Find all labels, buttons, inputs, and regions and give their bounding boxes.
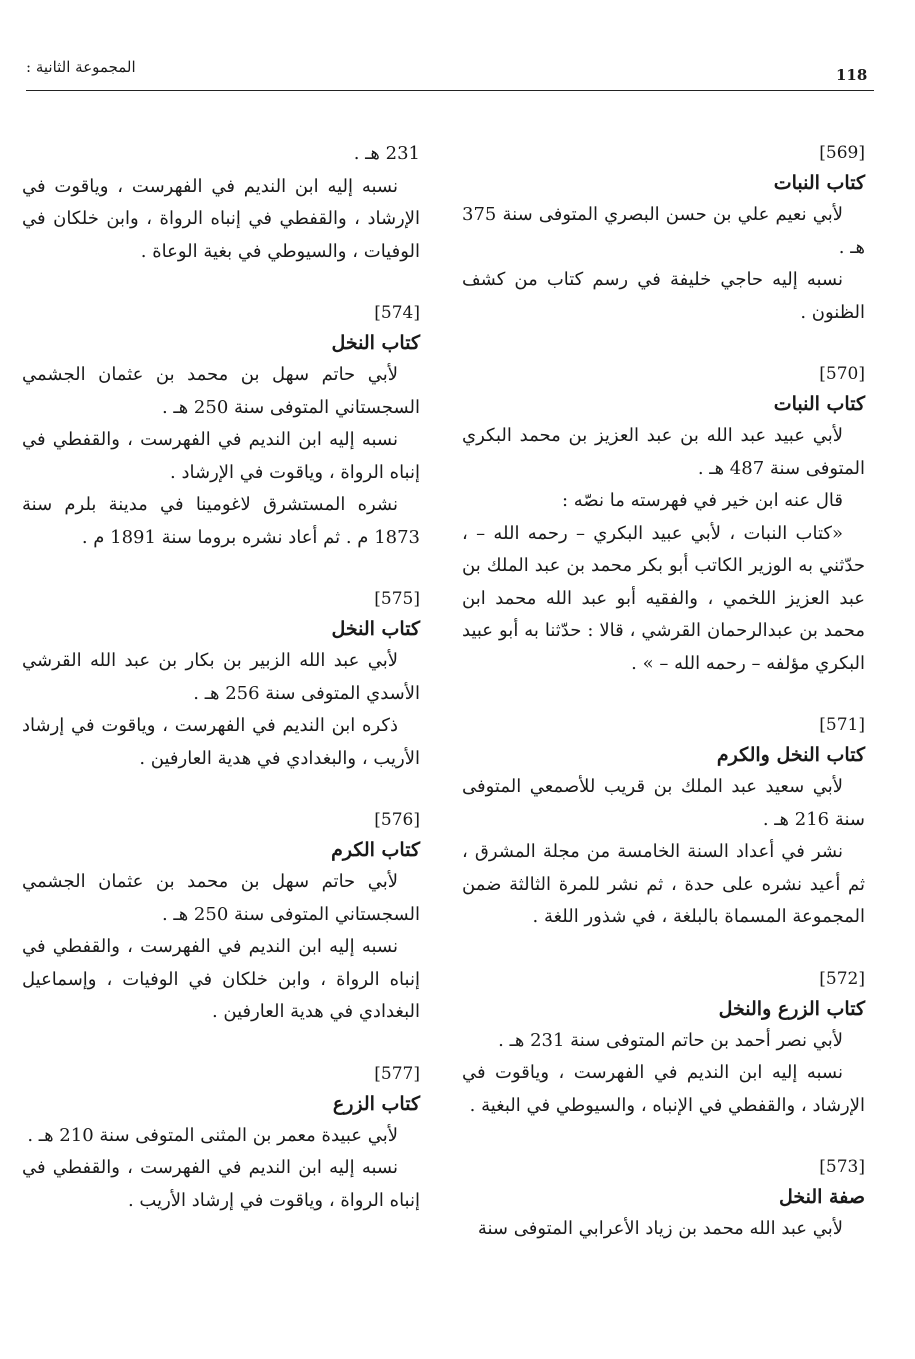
entry-paragraph: نسبه إليه حاجي خليفة في رسم كتاب من كشف الظنون .	[462, 269, 865, 323]
left-column	[22, 138, 420, 1247]
entry-paragraph: نسبه إليه ابن النديم في الفهرست ، والقفطي في إنباه الرواة ، وابن خلكان في الوفيات ، وإسماعيل البغدادي في هدية العارفين .	[22, 936, 420, 1022]
entry-paragraph: لأبي سعيد عبد الملك بن قريب للأصمعي المتوفى سنة 216 هـ .	[462, 776, 865, 830]
entry-574	[22, 298, 420, 554]
entry-number: [569]	[819, 143, 865, 163]
entry-title: كتاب النخل	[331, 618, 420, 640]
entry-573	[462, 1152, 865, 1246]
page-header	[26, 52, 874, 91]
entry-571	[462, 710, 865, 934]
entry-paragraph: لأبي نصر أحمد بن حاتم المتوفى سنة 231 هـ .	[498, 1029, 843, 1051]
entry-number: [574]	[374, 303, 420, 323]
entry-paragraph: لأبي عبيد عبد الله بن عبد العزيز بن محمد البكري المتوفى سنة 487 هـ .	[462, 425, 865, 479]
entry-paragraph: نشر في أعداد السنة الخامسة من مجلة المشرق ، ثم أعيد نشره على حدة ، ثم نشر للمرة الثالثة ضمن المجموعة المسماة بالبلغة ، في شذور اللغة .	[462, 841, 865, 927]
entry-paragraph: نسبه إليه ابن النديم في الفهرست ، وياقوت في الإرشاد ، والقفطي في إنباه الرواة ، وابن خلكان في الوفيات ، والسيوطي في بغية الوعاة .	[22, 175, 420, 262]
page-number: 118	[836, 66, 868, 84]
entry-paragraph: لأبي عبد الله الزبير بن بكار بن عبد الله القرشي الأسدي المتوفى سنة 256 هـ .	[22, 650, 420, 704]
entry-quote: «كتاب النبات ، لأبي عبيد البكري – رحمه الله – ، حدّثني به الوزير الكاتب أبو بكر محمد بن عبد الملك بن عبد العزيز اللخمي ، والفقيه أبو عبد الله محمد ابن محمد بن عبدالرحمان القرشي ، قالا : حدّثنا به أبو عبيد البكري مؤلفه – رحمه الله – » .	[462, 522, 865, 674]
entry-575	[22, 584, 420, 775]
entry-577	[22, 1059, 420, 1218]
entry-569	[462, 138, 865, 329]
entry-number: [577]	[374, 1063, 420, 1084]
entry-570	[462, 359, 865, 680]
entry-paragraph: لأبي عبد الله محمد بن زياد الأعرابي المتوفى سنة	[477, 1218, 843, 1239]
entry-title: كتاب النبات	[773, 172, 865, 194]
entry-paragraph: لأبي نعيم علي بن حسن البصري المتوفى سنة 375 هـ .	[462, 204, 865, 258]
entry-number: [572]	[819, 968, 865, 989]
entry-title: صفة النخل	[778, 1186, 865, 1208]
entry-number: [573]	[819, 1157, 865, 1177]
entry-576	[22, 805, 420, 1029]
right-column	[462, 138, 865, 1276]
continuation-line: 231 هـ .	[353, 143, 420, 164]
entry-title: كتاب الزرع	[332, 1092, 420, 1115]
entry-title: كتاب النخل	[331, 332, 420, 354]
entry-paragraph: لأبي حاتم سهل بن محمد بن عثمان الجشمي السجستاني المتوفى سنة 250 هـ .	[22, 871, 420, 925]
entry-title: كتاب الزرع والنخل	[718, 997, 865, 1020]
entry-572	[462, 964, 865, 1123]
entry-title: كتاب الكرم	[331, 839, 420, 861]
entry-paragraph: نسبه إليه ابن النديم في الفهرست ، والقفطي في إنباه الرواة ، وياقوت في إرشاد الأريب .	[22, 1157, 420, 1211]
running-title: المجموعة الثانية :	[26, 58, 136, 76]
entry-paragraph: نسبه إليه ابن النديم في الفهرست ، والقفطي في إنباه الرواة ، وياقوت في الإرشاد .	[22, 429, 420, 483]
entry-number: [575]	[374, 589, 420, 609]
entry-paragraph: نسبه إليه ابن النديم في الفهرست ، وياقوت في الإرشاد ، والقفطي في الإنباه ، والسيوطي في البغية .	[462, 1062, 865, 1116]
entry-paragraph: ذكره ابن النديم في الفهرست ، وياقوت في إرشاد الأريب ، والبغدادي في هدية العارفين .	[22, 715, 420, 769]
entry-paragraph: لأبي حاتم سهل بن محمد بن عثمان الجشمي السجستاني المتوفى سنة 250 هـ .	[22, 364, 420, 418]
entry-paragraph: قال عنه ابن خير في فهرسته ما نصّه :	[561, 490, 843, 511]
entry-number: [570]	[819, 364, 865, 384]
entry-number: [576]	[374, 810, 420, 830]
entry-number: [571]	[819, 715, 865, 735]
entry-paragraph: لأبي عبيدة معمر بن المثنى المتوفى سنة 210 هـ .	[27, 1124, 398, 1146]
entry-paragraph: نشره المستشرق لاغومينا في مدينة بلرم سنة 1873 م . ثم أعاد نشره بروما سنة 1891 م .	[22, 494, 420, 548]
entry-title: كتاب النبات	[773, 393, 865, 415]
entry-continuation	[22, 138, 420, 268]
entry-title: كتاب النخل والكرم	[716, 744, 865, 766]
